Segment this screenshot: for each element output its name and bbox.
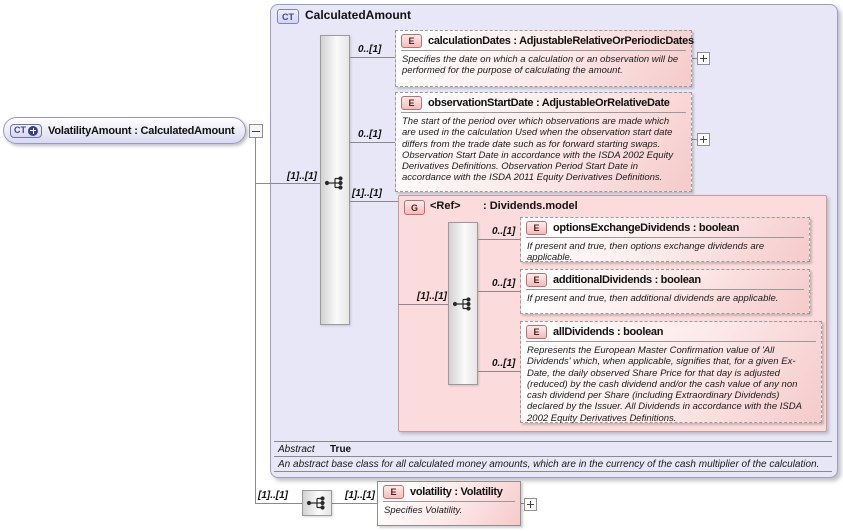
element-observationstartdate[interactable] — [395, 92, 692, 192]
connector-line — [398, 304, 448, 305]
divider — [401, 112, 686, 113]
element-icon: E — [526, 273, 547, 287]
element-label: volatility : Volatility — [410, 486, 503, 498]
facet-divider — [274, 471, 832, 472]
divider — [526, 289, 804, 290]
element-annotation: If present and true, then additional dividends are applicable. — [527, 293, 779, 304]
group-ref-label: <Ref> — [430, 200, 461, 212]
plus-circle-icon — [28, 126, 38, 136]
complex-type-annotation: An abstract base class for all calculated money amounts, which are in the currency of the cash multiplier of the calculation. — [278, 459, 820, 470]
connector-line — [478, 239, 520, 240]
element-icon: E — [526, 325, 547, 339]
complex-type-title: CalculatedAmount — [305, 8, 412, 22]
divider — [526, 341, 816, 342]
sequence-icon — [452, 296, 474, 312]
element-label: observationStartDate : AdjustableOrRelativeDate — [428, 97, 670, 109]
connector-line — [350, 57, 395, 58]
divider — [401, 50, 686, 51]
complex-type-extension-icon — [10, 124, 42, 138]
element-optionsexchangedividends[interactable] — [520, 217, 810, 262]
cardinality-label: 0..[1] — [358, 44, 382, 55]
connector-line — [255, 183, 320, 184]
expand-button[interactable] — [697, 133, 710, 146]
cardinality-label: 0..[1] — [492, 358, 516, 369]
cardinality-label: [1]..[1] — [258, 490, 288, 501]
group-model-label: : Dividends.model — [483, 200, 578, 212]
element-label: additionalDividends : boolean — [553, 274, 701, 286]
connector-line — [478, 291, 520, 292]
element-label: optionsExchangeDividends : boolean — [553, 222, 739, 234]
connector-line — [255, 503, 302, 504]
connector-line — [350, 142, 395, 143]
element-annotation: Specifies the date on which a calculation or an observation will be performed for the purpose of calculating the amount. — [402, 54, 679, 77]
element-icon: E — [401, 96, 422, 110]
abstract-facet-label: Abstract — [278, 444, 315, 455]
divider — [526, 237, 804, 238]
cardinality-label: 0..[1] — [358, 129, 382, 140]
root-element-volatilityamount[interactable] — [3, 117, 246, 144]
element-label: calculationDates : AdjustableRelativeOrPeriodicDates — [428, 35, 694, 47]
element-icon: E — [383, 485, 404, 499]
element-volatility[interactable] — [377, 481, 521, 526]
element-annotation: The start of the period over which observations are made which are used in the calculation Used when the observation start date differs from the trade date such as for forward starting swaps. Observation Start Date in accordance with the ISDA 2002 Equity Derivatives Definitions. Observation Period Start Date in accordance with the ISDA 2011 Equity Derivatives Definitions. — [402, 116, 674, 184]
element-icon: E — [526, 221, 547, 235]
element-annotation: Represents the European Master Confirmation value of 'All Dividends' which, when applicable, signifies that, for a given Ex-Date, the daily observed Share Price for that day is adjusted (reduced) by the cash dividend and/or the cash value of any non cash dividend per Share (including Extraordinary Dividends) declared by the Issuer. All Dividends in accordance with the ISDA 2002 Equity Derivatives Definitions. — [527, 345, 802, 424]
cardinality-label: [1]..[1] — [417, 291, 447, 302]
element-annotation: If present and true, then options exchange dividends are applicable. — [527, 241, 765, 264]
complex-type-icon-label: CT — [14, 125, 26, 135]
element-calculationdates[interactable] — [395, 30, 692, 87]
facet-divider — [274, 441, 832, 442]
connector-line — [332, 503, 377, 504]
element-additionaldividends[interactable] — [520, 269, 810, 314]
sequence-compositor[interactable] — [302, 490, 332, 516]
divider — [383, 501, 515, 502]
root-element-label: VolatilityAmount : CalculatedAmount — [48, 124, 235, 137]
facet-divider — [274, 456, 832, 457]
element-icon: E — [401, 34, 422, 48]
connector-line — [350, 201, 398, 202]
connector-line — [255, 137, 256, 503]
sequence-icon — [306, 495, 328, 511]
cardinality-label: [1]..[1] — [352, 188, 382, 199]
cardinality-label: [1]..[1] — [345, 490, 375, 501]
element-alldividends[interactable] — [520, 321, 822, 423]
cardinality-label: 0..[1] — [492, 278, 516, 289]
cardinality-label: 0..[1] — [492, 226, 516, 237]
element-annotation: Specifies Volatility. — [384, 505, 463, 516]
element-label: allDividends : boolean — [553, 326, 664, 338]
group-icon: G — [404, 200, 425, 215]
expand-button[interactable] — [524, 498, 537, 511]
cardinality-label: [1]..[1] — [287, 171, 317, 182]
expand-button[interactable] — [697, 52, 710, 65]
abstract-facet-value: True — [330, 444, 352, 455]
sequence-icon — [324, 175, 346, 191]
connector-line — [478, 371, 520, 372]
complex-type-icon: CT — [277, 9, 299, 24]
collapse-button[interactable] — [249, 124, 263, 138]
